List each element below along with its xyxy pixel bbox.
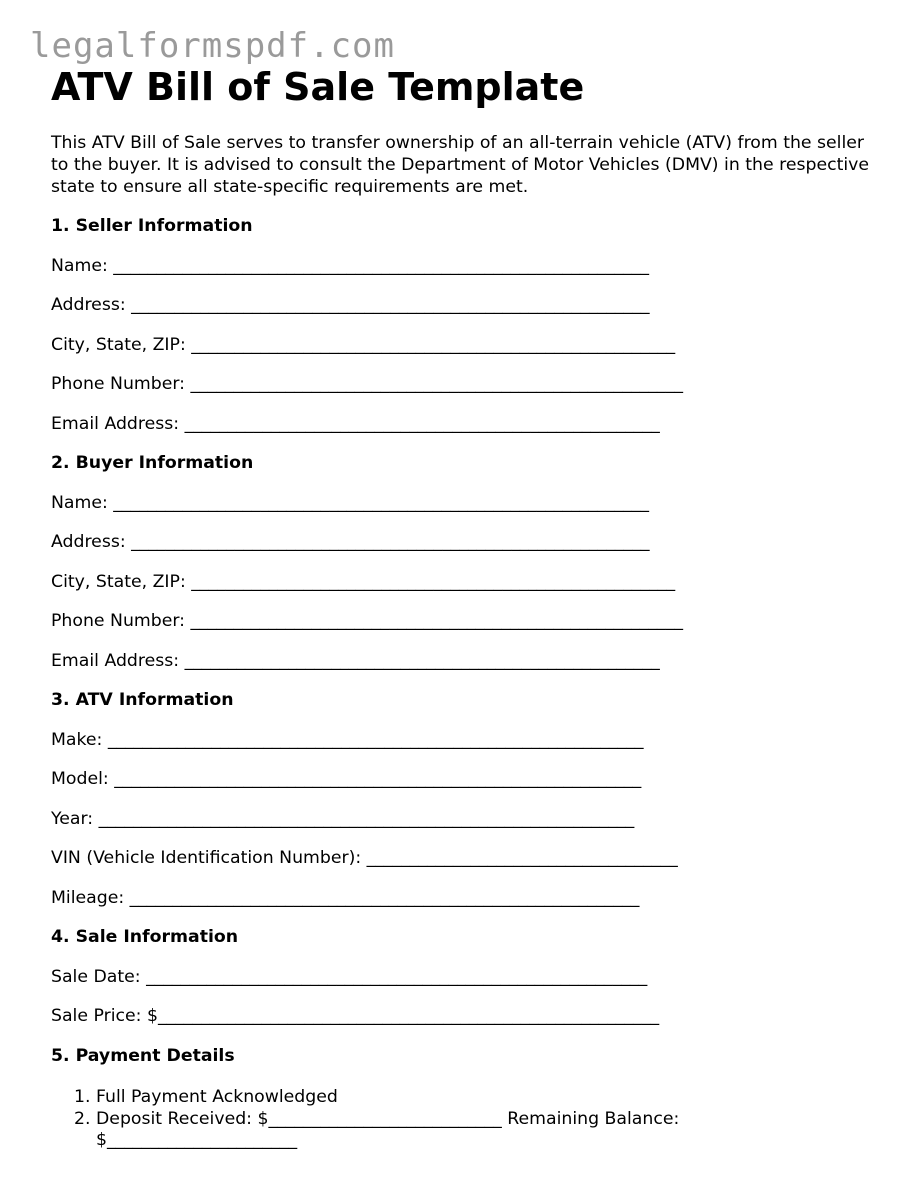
- buyer-name-field: Name: ______________________________________________________________: [51, 492, 650, 513]
- sale-date-field: Sale Date: __________________________________________________________: [51, 966, 648, 987]
- payment-deposit-line: Deposit Received: $___________________________ Remaining Balance:: [96, 1108, 680, 1129]
- sale-section: [51, 922, 891, 1041]
- intro-paragraph: This ATV Bill of Sale serves to transfer ownership of an all-terrain vehicle (ATV) from the seller to the buyer. It is advised to consult the Department of Motor Vehicles (DMV) in the respective state to ensure all state-specific requirements are met.: [51, 133, 870, 197]
- watermark-text: legalformspdf.com: [30, 26, 395, 66]
- atv-heading: 3. ATV Information: [51, 690, 234, 710]
- buyer-address-field: Address: ____________________________________________________________: [51, 532, 650, 552]
- seller-heading: 1. Seller Information: [51, 216, 253, 236]
- buyer-phone-field: Phone Number: _________________________________________________________: [51, 611, 683, 631]
- payment-item-full-label: Full Payment Acknowledged: [96, 1087, 338, 1107]
- payment-section: [51, 1041, 891, 1152]
- sale-heading: 4. Sale Information: [51, 927, 239, 947]
- sale-price-field: Sale Price: $__________________________________________________________: [51, 1006, 660, 1026]
- atv-model-field: Model: _____________________________________________________________: [51, 769, 642, 789]
- seller-name-field: Name: ______________________________________________________________: [51, 255, 650, 276]
- seller-email-field: Email Address: _______________________________________________________: [51, 413, 660, 434]
- atv-year-field: Year: ______________________________________________________________: [51, 808, 635, 829]
- seller-phone-field: Phone Number: _________________________________________________________: [51, 374, 683, 394]
- payment-item-deposit: [96, 1109, 891, 1152]
- seller-section: [51, 211, 891, 448]
- seller-city-state-zip-field: City, State, ZIP: ________________________________________________________: [51, 334, 676, 355]
- buyer-section: [51, 448, 891, 685]
- atv-vin-field: VIN (Vehicle Identification Number): ____________________________________: [51, 848, 678, 868]
- payment-balance-line: $______________________: [96, 1130, 298, 1150]
- payment-heading: 5. Payment Details: [51, 1045, 235, 1066]
- atv-make-field: Make: ______________________________________________________________: [51, 729, 644, 750]
- form-body: [51, 211, 891, 1152]
- atv-section: [51, 685, 891, 922]
- buyer-email-field: Email Address: _______________________________________________________: [51, 650, 660, 671]
- buyer-heading: 2. Buyer Information: [51, 453, 254, 473]
- page-title: ATV Bill of Sale Template: [51, 65, 585, 109]
- seller-address-field: Address: ____________________________________________________________: [51, 295, 650, 315]
- payment-item-full: [96, 1087, 891, 1109]
- atv-mileage-field: Mileage: ___________________________________________________________: [51, 887, 640, 908]
- payment-list: [51, 1087, 891, 1152]
- buyer-city-state-zip-field: City, State, ZIP: ________________________________________________________: [51, 571, 676, 592]
